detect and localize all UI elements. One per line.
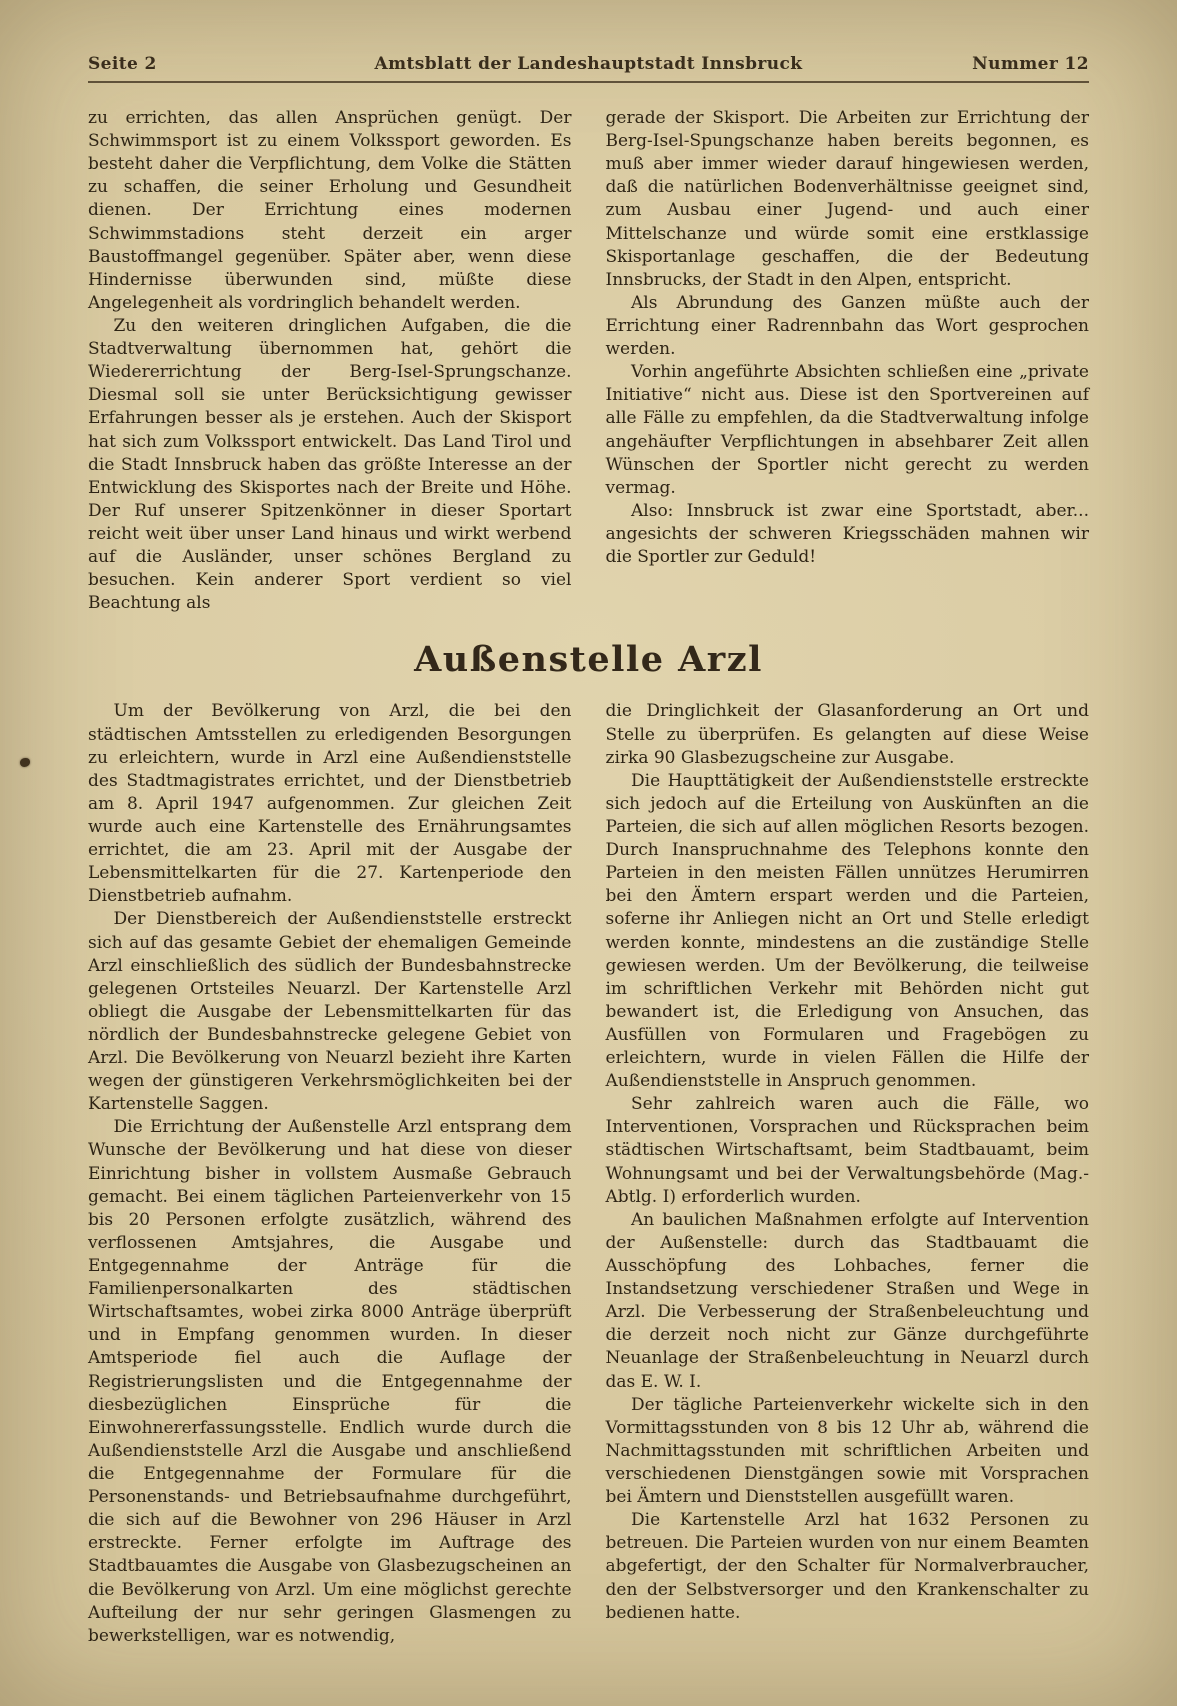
paragraph: Die Kartenstelle Arzl hat 1632 Personen zu betreuen. Die Parteien wurden von nur einem Beamten abgefertigt, der den Schalter für Normalverbraucher, den der Selbstversorger und den Krankenschalter zu bedienen hatte. bbox=[605, 1510, 1089, 1623]
paragraph: Um der Bevölkerung von Arzl, die bei den städtischen Amtsstellen zu erledigenden Besorgungen zu erleichtern, wurde in Arzl eine Außendienststelle des Stadtmagistrates errichtet, und der Dienstbetrieb am 8. April 1947 aufgenommen. Zur gleichen Zeit wurde auch eine Kartenstelle des Ernährungsamtes errichtet, die am 23. April mit der Ausgabe der Lebensmittelkarten für die 27. Kartenperiode den Dienstbetrieb aufnahm. bbox=[88, 701, 572, 907]
article-heading: Außenstelle Arzl bbox=[414, 639, 763, 681]
page-number-label: Seite 2 bbox=[88, 54, 157, 74]
paragraph: Der Dienstbereich der Außendienststelle erstreckt sich auf das gesamte Gebiet der ehemaligen Gemeinde Arzl einschließlich des südlich der Bundesbahnstrecke gelegenen Ortsteiles Neuarzl. Der Kartenstelle Arzl obliegt die Ausgabe der Lebensmittelkarten für das nördlich der Bundesbahnstrecke gelegene Gebiet von Arzl. Die Bevölkerung von Neuarzl bezieht ihre Karten wegen der günstigeren Verkehrsmöglichkeiten bei der Kartenstelle Saggen. bbox=[88, 909, 572, 1115]
paragraph: die Dringlichkeit der Glasanforderung an Ort und Stelle zu überprüfen. Es gelangten auf diese Weise zirka 90 Glasbezugscheine zur Ausgabe. bbox=[605, 701, 1089, 768]
paragraph: Die Errichtung der Außenstelle Arzl entsprang dem Wunsche der Bevölkerung und hat diese von dieser Einrichtung bisher in vollstem Ausmaße Gebrauch gemacht. Bei einem täglichen Parteienverkehr von 15 bis 20 Personen erfolgte zusätzlich, während des verflossenen Amtsjahres, die Ausgabe und Entgegennahme der Anträge für die Familienpersonalkarten des städtischen Wirtschaftsamtes, wobei zirka 8000 Anträge überprüft und in Empfang genommen wurden. In dieser Amtsperiode fiel auch die Auflage der Registrierungslisten und die Entgegennahme der diesbezüglichen Einsprüche für die Einwohnererfassungsstelle. Endlich wurde durch die Außendienststelle Arzl die Ausgabe und anschließend die Entgegennahme der Formulare für die Personenstands- und Betriebsaufnahme durchgeführt, die sich auf die Bewohner von 296 Häuser in Arzl erstreckte. Ferner erfolgte im Auftrage des Stadtbauamtes die Ausgabe von Glasbezugscheinen an die Bevölkerung von Arzl. Um eine möglichst gerechte Aufteilung der nur sehr geringen Glasmengen zu bewerkstelligen, war es notwendig, bbox=[88, 1117, 572, 1646]
paragraph: Also: Innsbruck ist zwar eine Sportstadt, aber... angesichts der schweren Kriegsschäden mahnen wir die Sportler zur Geduld! bbox=[605, 500, 1089, 568]
paragraph: An baulichen Maßnahmen erfolgte auf Intervention der Außenstelle: durch das Stadtbauamt die Ausschöpfung des Lohbaches, ferner die Instandsetzung verschiedener Straßen und Wege in Arzl. Die Verbesserung der Straßenbeleuchtung und die derzeit noch nicht zur Gänze durchgeführte Neuanlage der Straßenbeleuchtung in Neuarzl durch das E. W. I. bbox=[605, 1209, 1089, 1392]
paragraph: zu errichten, das allen Ansprüchen genügt. Der Schwimmsport ist zu einem Volkssport geworden. Es besteht daher die Verpflichtung, dem Volke die Stätten zu schaffen, die seiner Erholung und Gesundheit dienen. Der Errichtung eines modernen Schwimmstadions steht derzeit ein arger Baustoffmangel gegenüber. Später aber, wenn diese Hindernisse überwunden sind, müßte diese Angelegenheit als vordringlich behandelt werden. bbox=[88, 108, 572, 313]
masthead bbox=[88, 54, 1089, 74]
ink-speck bbox=[20, 758, 30, 767]
article-arzl-left-column bbox=[88, 700, 572, 1647]
article-arzl-right-column bbox=[606, 700, 1090, 1647]
article-sport bbox=[88, 107, 1089, 615]
article-sport-right-column bbox=[606, 107, 1090, 615]
publication-title: Amtsblatt der Landeshauptstadt Innsbruck bbox=[374, 54, 803, 74]
paragraph: Als Abrundung des Ganzen müßte auch der Errichtung einer Radrennbahn das Wort gesprochen werden. bbox=[605, 292, 1089, 360]
paragraph: Vorhin angeführte Absichten schließen eine „private Initiative“ nicht aus. Diese ist den Sportvereinen auf alle Fälle zu empfehlen, da die Stadtverwaltung infolge angehäufter Verpflichtungen in absehbarer Zeit allen Wünschen der Sportler nicht gerecht zu werden vermag. bbox=[605, 362, 1089, 498]
article-arzl bbox=[88, 700, 1089, 1647]
masthead-rule bbox=[88, 81, 1089, 83]
paragraph: Sehr zahlreich waren auch die Fälle, wo Interventionen, Vorsprachen und Rücksprachen beim städtischen Wirtschaftsamt, beim Stadtbauamt, beim Wohnungsamt und bei der Verwaltungsbehörde (Mag.-Abtlg. I) erforderlich wurden. bbox=[605, 1094, 1089, 1207]
paragraph: gerade der Skisport. Die Arbeiten zur Errichtung der Berg-Isel-Spungschanze haben bereits begonnen, es muß aber immer wieder darauf hingewiesen werden, daß die natürlichen Bodenverhältnisse geeignet sind, zum Ausbau einer Jugend- und auch einer Mittelschanze und würde somit eine erstklassige Skisportanlage geschaffen, die der Bedeutung Innsbrucks, der Stadt in den Alpen, entspricht. bbox=[605, 108, 1089, 290]
paragraph: Der tägliche Parteienverkehr wickelte sich in den Vormittagsstunden von 8 bis 12 Uhr ab, während die Nachmittagsstunden mit schriftlichen Arbeiten und verschiedenen Dienstgängen sowie mit Vorsprachen bei Ämtern und Dienststellen ausgefüllt waren. bbox=[605, 1394, 1089, 1508]
paragraph: Die Haupttätigkeit der Außendienststelle erstreckte sich jedoch auf die Erteilung von Auskünften an die Parteien, die sich auf allen möglichen Resorts bezogen. Durch Inanspruchnahme des Telephons konnte den Parteien in den meisten Fällen unnützes Herumirren bei den Ämtern erspart werden und die Parteien, soferne ihr Anliegen nicht an Ort und Stelle erledigt werden konnte, mindestens an die zuständige Stelle gewiesen werden. Um der Bevölkerung, die teilweise im schriftlichen Verkehr mit Behörden nicht gut bewandert ist, die Erledigung von Ansuchen, das Ausfüllen von Formularen und Fragebögen zu erleichtern, wurde in vielen Fällen die Hilfe der Außendienststelle in Anspruch genommen. bbox=[605, 770, 1089, 1092]
article-sport-left-column bbox=[88, 107, 572, 615]
issue-number-label: Nummer 12 bbox=[972, 54, 1089, 74]
paragraph: Zu den weiteren dringlichen Aufgaben, die die Stadtverwaltung übernommen hat, gehört die Wiedererrichtung der Berg-Isel-Sprungschanze. Diesmal soll sie unter Berücksichtigung gewisser Erfahrungen besser als je erstehen. Auch der Skisport hat sich zum Volkssport entwickelt. Das Land Tirol und die Stadt Innsbruck haben das größte Interesse an der Entwicklung des Skisportes nach der Breite und Höhe. Der Ruf unserer Spitzenkönner in dieser Sportart reicht weit über unser Land hinaus und wirkt werbend auf die Ausländer, unser schönes Bergland zu besuchen. Kein anderer Sport verdient so viel Beachtung als bbox=[88, 315, 572, 614]
